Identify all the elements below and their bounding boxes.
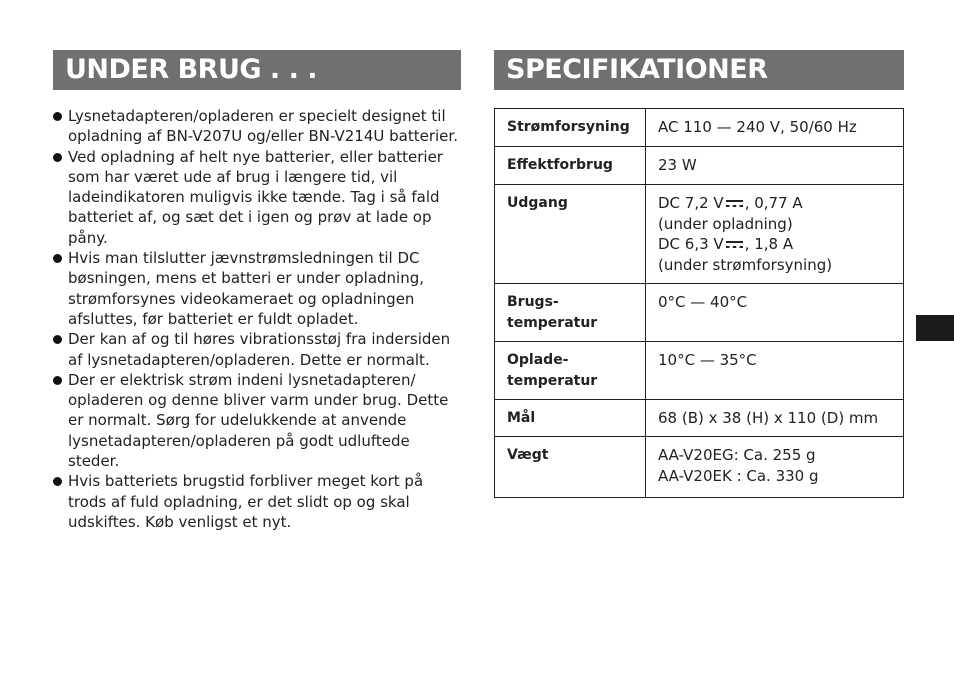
bullet-text: Der kan af og til høres vibrationsstøj fra indersiden af lysnetadapteren/opladeren. Dette er normalt. xyxy=(68,330,451,369)
bullet-dot-icon xyxy=(53,477,62,486)
spec-value xyxy=(646,437,904,498)
output-voltage-2: DC 6,3 V xyxy=(658,235,724,253)
spec-value: 10°C — 35°C xyxy=(646,342,904,400)
table-row xyxy=(495,109,904,147)
bullet-dot-icon xyxy=(53,112,62,121)
table-row xyxy=(495,185,904,284)
list-item xyxy=(53,147,459,248)
table-row xyxy=(495,400,904,437)
usage-notes-list xyxy=(53,106,459,532)
weight-line: AA-V20EK : Ca. 330 g xyxy=(658,466,819,485)
table-row xyxy=(495,147,904,185)
spec-label-line: temperatur xyxy=(507,372,598,389)
spec-label xyxy=(495,342,646,400)
output-line-4: (under strømforsyning) xyxy=(658,255,833,274)
spec-value xyxy=(646,185,904,284)
list-item xyxy=(53,106,459,147)
bullet-dot-icon xyxy=(53,254,62,263)
list-item xyxy=(53,370,459,471)
dc-current-symbol-icon xyxy=(726,199,743,208)
bullet-text: Lysnetadapteren/opladeren er specielt designet til opladning af BN-V207U og/eller BN-V214U batterier. xyxy=(68,107,458,146)
output-line-2: (under opladning) xyxy=(658,214,793,233)
output-voltage-1: DC 7,2 V xyxy=(658,194,724,212)
section-thumb-tab xyxy=(916,315,954,341)
specifications-table xyxy=(494,108,904,498)
list-item xyxy=(53,248,459,329)
spec-label: Mål xyxy=(495,400,646,437)
spec-label: Udgang xyxy=(495,185,646,284)
output-current-1: , 0,77 A xyxy=(744,194,803,212)
under-brug-heading: UNDER BRUG . . . xyxy=(53,50,461,90)
list-item xyxy=(53,471,459,532)
table-row xyxy=(495,342,904,400)
list-item xyxy=(53,329,459,370)
bullet-text: Hvis batteriets brugstid forbliver meget kort på trods af fuld opladning, er det slidt op og skal udskiftes. Køb venligst et nyt. xyxy=(68,472,424,531)
spec-label-line: Oplade- xyxy=(507,352,569,368)
table-row xyxy=(495,284,904,342)
dc-current-symbol-icon xyxy=(726,240,743,249)
spec-label: Strømforsyning xyxy=(495,109,646,147)
spec-value: 68 (B) x 38 (H) x 110 (D) mm xyxy=(646,400,904,437)
weight-line: AA-V20EG: Ca. 255 g xyxy=(658,446,816,464)
spec-value: 0°C — 40°C xyxy=(646,284,904,342)
spec-value: 23 W xyxy=(646,147,904,185)
spec-label: Vægt xyxy=(495,437,646,498)
table-row xyxy=(495,437,904,498)
spec-value: AC 110 — 240 V, 50/60 Hz xyxy=(646,109,904,147)
bullet-dot-icon xyxy=(53,335,62,344)
bullet-dot-icon xyxy=(53,153,62,162)
bullet-text: Der er elektrisk strøm indeni lysnetadapteren/ opladeren og denne bliver varm under brug. Dette er normalt. Sørg for udelukkende at anvende lysnetadapteren/opladeren på godt udluftede steder. xyxy=(68,370,449,471)
bullet-dot-icon xyxy=(53,376,62,385)
bullet-text: Hvis man tilslutter jævnstrømsledningen til DC bøsningen, mens et batteri er under opladning, strømforsynes videokameraet og opladningen afsluttes, før batteriet er fuldt opladet. xyxy=(68,249,425,328)
spec-label-line: temperatur xyxy=(507,314,598,331)
spec-label-line: Brugs- xyxy=(507,294,559,310)
bullet-text: Ved opladning af helt nye batterier, eller batterier som har været ude af brug i længere tid, vil ladeindikatoren muligvis ikke tænde. Tag i så fald batteriet af, og sæt det i igen og prøv at lade op påny. xyxy=(68,147,443,247)
specifications-heading: SPECIFIKATIONER xyxy=(494,50,904,90)
spec-label: Effektforbrug xyxy=(495,147,646,185)
output-current-2: , 1,8 A xyxy=(744,235,794,253)
output-line-3 xyxy=(658,234,903,255)
spec-label xyxy=(495,284,646,342)
output-line-1 xyxy=(658,193,903,214)
